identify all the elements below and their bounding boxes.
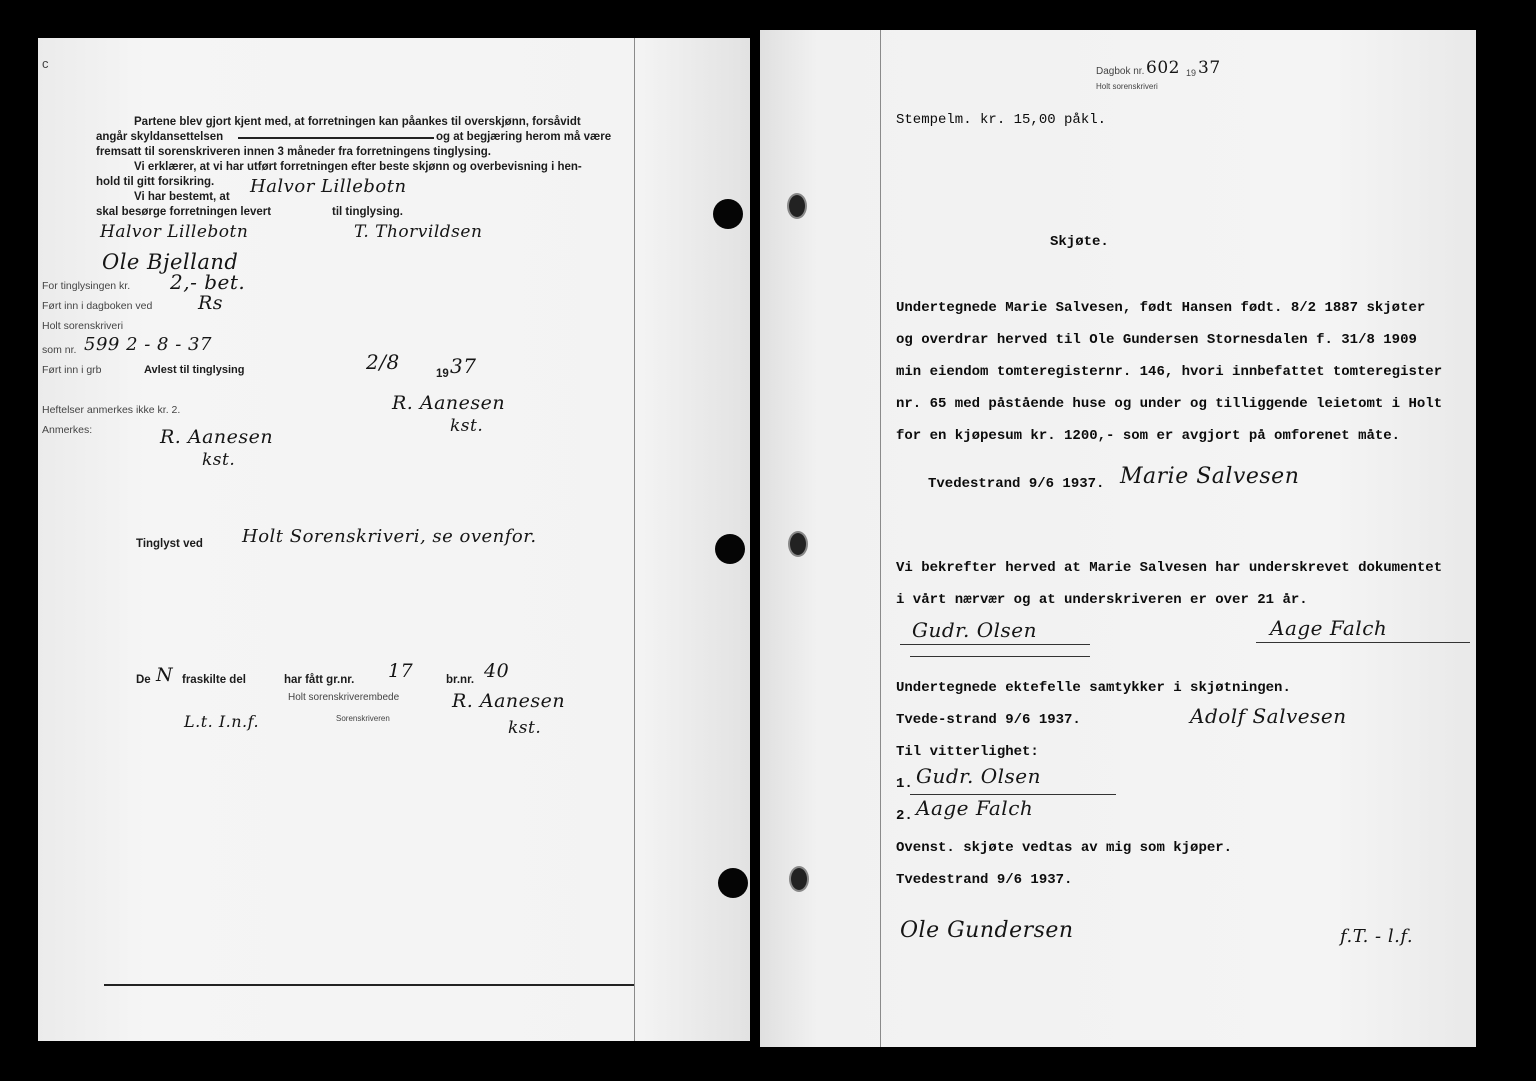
corner-mark: c [42, 56, 49, 71]
punch-hole-5 [788, 531, 808, 557]
witness-line-1 [900, 644, 1090, 645]
stamp-small2: Sorenskriveren [336, 714, 390, 723]
signature-1: Halvor Lillebotn [100, 222, 249, 242]
fraskilte-de: De [136, 674, 151, 686]
sign-kst-2: kst. [202, 450, 236, 470]
initials: L.t. I.n.f. [184, 712, 260, 731]
dagbok-year-prefix: 19 [1186, 68, 1197, 78]
para1-line2b: og at begjæring herom må være [436, 131, 612, 143]
grb-label: Ført inn i grb [42, 364, 102, 376]
para1-line1: Partene blev gjort kjent med, at forretningen kan påankes til overskjønn, forsåvidt [134, 116, 581, 128]
witness-num-2: 2. [896, 808, 913, 824]
court-name: Holt sorenskriveri [42, 320, 124, 332]
signature-marie: Marie Salvesen [1120, 464, 1300, 489]
punch-hole-2 [715, 534, 745, 564]
stempel-line: Stempelm. kr. 15,00 påkl. [896, 112, 1107, 128]
grnr-value: 17 [388, 660, 414, 682]
left-margin-line [880, 30, 881, 1047]
har-fatt-label: har fått gr.nr. [284, 674, 355, 686]
para3-line1: Vi har bestemt, at [134, 191, 230, 203]
witness-num-1-line [910, 794, 1116, 795]
right-page [760, 30, 1476, 1047]
sign-aanesen-2: R. Aanesen [160, 426, 274, 448]
fee-label: For tinglysingen kr. [42, 280, 131, 292]
year-prefix: 19 [436, 368, 449, 380]
punch-hole-3 [718, 868, 748, 898]
body-line-5: for en kjøpesum kr. 1200,- som er avgjort på omforenet måte. [896, 428, 1401, 444]
anmerkes-label: Anmerkes: [42, 424, 93, 436]
sign-kst-1: kst. [450, 416, 484, 436]
para3-line2: skal besørge forretningen levert [96, 206, 272, 218]
fraskilte-hand: N [156, 664, 174, 686]
tinglyst-hand: Holt Sorenskriveri, se ovenfor. [242, 526, 537, 547]
deed-title: Skjøte. [1050, 234, 1109, 250]
body-line-1: Undertegnede Marie Salvesen, født Hansen født. 8/2 1887 skjøter [896, 300, 1426, 316]
vitterlighet: Til vitterlighet: [896, 744, 1039, 760]
signature-2: T. Thorvildsen [354, 222, 483, 242]
bottom-rule [104, 984, 634, 986]
office-label: Holt sorenskriveri [1096, 82, 1158, 91]
body-line-2: og overdrar herved til Ole Gundersen Stornesdalen f. 31/8 1909 [896, 332, 1417, 348]
signature-3: Ole Bjelland [102, 250, 239, 274]
som-nr-label: som nr. [42, 344, 77, 356]
para1-line3: fremsatt til sorenskriveren innen 3 måneder fra forretningens tinglysing. [96, 146, 491, 158]
fee-value: 2,- bet. [170, 270, 246, 294]
body-line-4: nr. 65 med påstående huse og under og tilliggende leietomt i Holt [896, 396, 1443, 412]
brnr-value: 40 [484, 660, 510, 682]
punch-hole-6 [789, 866, 809, 892]
place-date-3: Tvedestrand 9/6 1937. [896, 872, 1073, 888]
body-line-3: min eiendom tomteregisternr. 146, hvori innbefattet tomteregister [896, 364, 1443, 380]
place-date-1: Tvedestrand 9/6 1937. [928, 476, 1105, 492]
sign-aanesen-3: R. Aanesen [452, 690, 566, 712]
struck-text [238, 137, 434, 139]
witness-sig-2: Aage Falch [1270, 616, 1388, 640]
dagbok-year: 37 [1198, 58, 1221, 78]
corner-mark: f.T. - l.f. [1340, 926, 1414, 947]
tinglyst-label: Tinglyst ved [136, 538, 203, 550]
heftelser-label: Heftelser anmerkes ikke kr. 2. [42, 404, 181, 416]
signature-ole: Ole Gundersen [900, 918, 1074, 943]
right-margin-line [634, 38, 635, 1041]
dagbok-nr: 602 [1146, 58, 1180, 78]
dagbok-label: Dagbok nr. [1096, 66, 1145, 77]
stamp-small: Holt sorenskriverembede [288, 692, 400, 703]
hand-name1: Halvor Lillebotn [250, 176, 407, 197]
sign-aanesen-1: R. Aanesen [392, 392, 506, 414]
punch-hole-1 [713, 199, 743, 229]
year-hand: 37 [450, 354, 477, 378]
witness-line-2 [1256, 642, 1470, 643]
som-nr-value: 599 2 - 8 - 37 [84, 334, 212, 355]
confirm-line-1: Vi bekrefter herved at Marie Salvesen har underskrevet dokumentet [896, 560, 1443, 576]
grb-stamp: Avlest til tinglysing [144, 364, 245, 376]
punch-hole-4 [787, 193, 807, 219]
para1-line2a: angår skyldansettelsen [96, 131, 224, 143]
para3-line3: til tinglysing. [332, 206, 403, 218]
witness-line-1b [910, 656, 1090, 657]
dagbok-label: Ført inn i dagboken ved [42, 300, 153, 312]
buyer-accept: Ovenst. skjøte vedtas av mig som kjøper. [896, 840, 1233, 856]
signature-adolf: Adolf Salvesen [1190, 704, 1347, 728]
witness-sig-1: Gudr. Olsen [912, 618, 1038, 642]
brnr-label: br.nr. [446, 674, 475, 686]
spouse-consent: Undertegnede ektefelle samtykker i skjøtningen. [896, 680, 1291, 696]
witness-num-1: 1. [896, 776, 913, 792]
sign-kst-3: kst. [508, 718, 542, 738]
para2-line2: hold til gitt forsikring. [96, 176, 215, 188]
left-page [38, 38, 750, 1041]
confirm-line-2: i vårt nærvær og at underskriveren er over 21 år. [896, 592, 1308, 608]
fraskilte-label: fraskilte del [182, 674, 246, 686]
place-date-2: Tvede-strand 9/6 1937. [896, 712, 1081, 728]
date-hand: 2/8 [366, 350, 400, 374]
witness-num-1-sig: Gudr. Olsen [916, 764, 1042, 788]
para2-line1: Vi erklærer, at vi har utført forretningen efter beste skjønn og overbevisning i hen- [134, 161, 582, 173]
witness-num-2-sig: Aage Falch [916, 796, 1034, 820]
dagbok-value: Rs [198, 292, 224, 314]
